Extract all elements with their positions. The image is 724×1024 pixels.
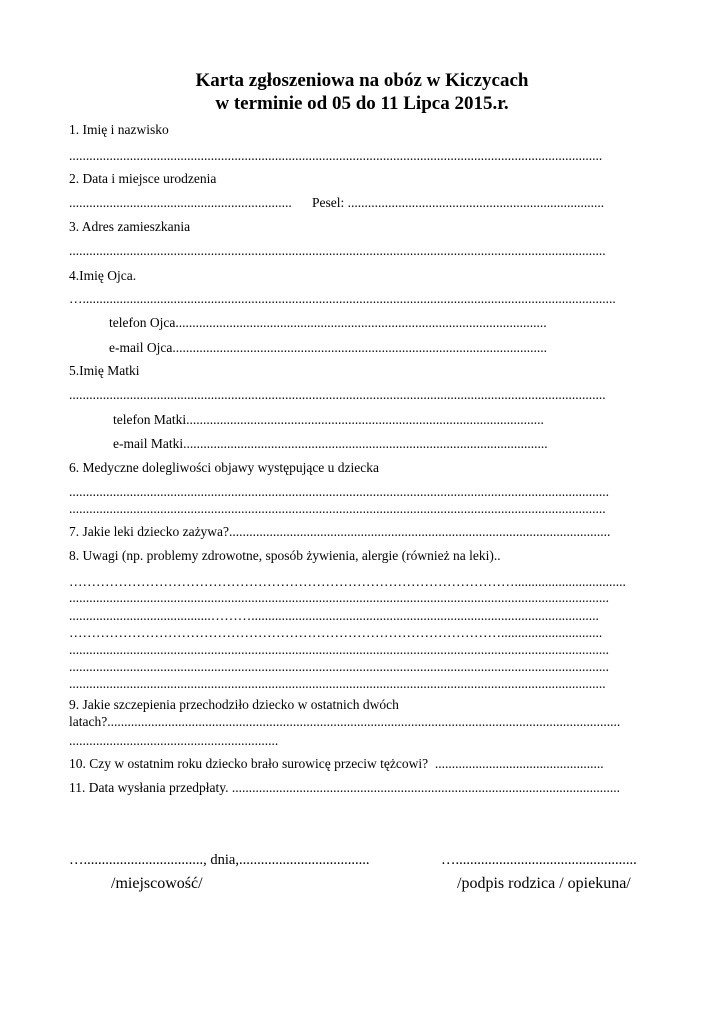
field-birth-label: 2. Data i miejsce urodzenia — [69, 171, 217, 186]
field-name-dots[interactable]: .............................................................................................................................................................. — [69, 148, 603, 163]
field-vaccines-dots-1[interactable]: latach?........................................................................................................................................................ — [69, 714, 621, 729]
field-notes-dots-2[interactable]: ................................................................................................................................................................ — [69, 590, 609, 605]
field-payment-date[interactable]: 11. Data wysłania przedpłaty. ................................................................................................................... — [69, 780, 620, 795]
field-father-email[interactable]: e-mail Ojca............................................................................................................... — [109, 340, 547, 355]
signature-line[interactable]: ….................................................. — [441, 852, 637, 868]
field-notes-dots-4[interactable]: …………………………………………………………………………………….............................. — [69, 625, 603, 640]
field-notes-dots-7[interactable]: ............................................................................................................................................................... — [69, 676, 606, 691]
field-address-label: 3. Adres zamieszkania — [69, 219, 191, 234]
field-mother-label: 5.Imię Matki — [69, 363, 140, 378]
field-notes-dots-5[interactable]: ................................................................................................................................................................ — [69, 642, 609, 657]
field-medical-dots-2[interactable]: ............................................................................................................................................................... — [69, 501, 606, 516]
place-label: /miejscowość/ — [111, 875, 203, 892]
field-birth-pesel-dots[interactable]: .................................................................. Pesel: ............................................................................ — [69, 195, 605, 210]
form-title-line1: Karta zgłoszeniowa na obóz w Kiczycach — [195, 70, 529, 91]
field-medical-label: 6. Medyczne dolegliwości objawy występujące u dziecka — [69, 460, 380, 475]
field-serum[interactable]: 10. Czy w ostatnim roku dziecko brało surowicę przeciw tężcowi? .................................................. — [69, 756, 604, 771]
field-notes-dots-3[interactable]: ..........................................………....................................................................................................... — [69, 608, 599, 623]
field-vaccines-dots-2[interactable]: .............................................................. — [69, 733, 279, 748]
field-notes-label: 8. Uwagi (np. problemy zdrowotne, sposób żywienia, alergie (również na leki).. — [69, 548, 501, 563]
field-mother-dots[interactable]: ............................................................................................................................................................... — [69, 387, 606, 402]
field-mother-email[interactable]: e-mail Matki............................................................................................................ — [113, 436, 548, 451]
field-vaccines-label: 9. Jakie szczepienia przechodziło dziecko w ostatnich dwóch — [69, 697, 399, 712]
field-medicines[interactable]: 7. Jakie leki dziecko zażywa?................................................................................................................. — [69, 524, 611, 539]
field-father-label: 4.Imię Ojca. — [69, 268, 137, 283]
field-mother-phone[interactable]: telefon Matki.......................................................................................................... — [113, 412, 544, 427]
place-date-line[interactable]: …................................., dnia,.................................... — [69, 852, 370, 868]
field-notes-dots-1[interactable]: ………………………………………………………………………………………................................. — [69, 574, 626, 589]
field-notes-dots-6[interactable]: ................................................................................................................................................................ — [69, 659, 609, 674]
field-father-dots[interactable]: ….............................................................................................................................................................. — [69, 291, 616, 306]
field-father-phone[interactable]: telefon Ojca.............................................................................................................. — [109, 315, 547, 330]
signature-label: /podpis rodzica / opiekuna/ — [457, 875, 631, 892]
form-title-line2: w terminie od 05 do 11 Lipca 2015.r. — [215, 93, 509, 114]
field-address-dots[interactable]: ............................................................................................................................................................... — [69, 243, 606, 258]
field-name-label: 1. Imię i nazwisko — [69, 122, 169, 137]
field-medical-dots-1[interactable]: ................................................................................................................................................................ — [69, 484, 609, 499]
